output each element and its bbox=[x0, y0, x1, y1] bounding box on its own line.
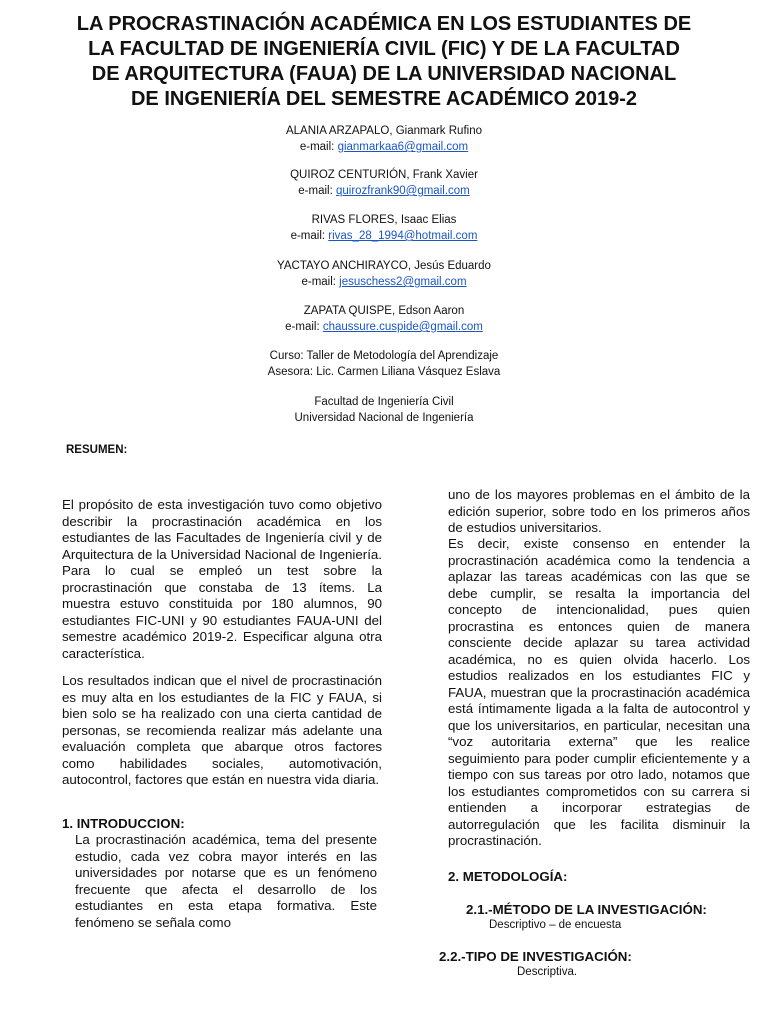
affiliation bbox=[0, 394, 768, 426]
author-block bbox=[0, 258, 768, 290]
author-email-line: e-mail: jesuschess2@gmail.com bbox=[301, 276, 467, 288]
abstract-paragraph-2: Los resultados indican que el nivel de procrastinación es muy alta en los estudiantes de la FIC y FAUA, si bien solo se ha realizado con una cierta cantidad de personas, se recomienda realizar más adelante una evaluación completa que abarque otros factores como habilidades sociales, automotivación, autocontrol, factores que están en nuestra vida diaria. bbox=[62, 673, 382, 787]
author-email-line: e-mail: quirozfrank90@gmail.com bbox=[298, 185, 470, 197]
metodo-heading: 2.1.-MÉTODO DE LA INVESTIGACIÓN: bbox=[466, 902, 707, 917]
abstract-paragraph-1: El propósito de esta investigación tuvo como objetivo describir la procrastinación académica en los estudiantes de las Facultades de Ingeniería civil y de Arquitectura de la Universidad Nacional de Ingeniería. Para lo cual se empleó un test sobre la procrastinación que constaba de 13 ítems. La muestra estuvo constituida por 180 alumnos, 90 estudiantes FIC-UNI y 90 estudiantes FAUA-UNI del semestre académico 2019-2. Especificar alguna otra característica. bbox=[62, 497, 382, 661]
author-email-line: e-mail: rivas_28_1994@hotmail.com bbox=[290, 230, 478, 242]
paper-title bbox=[40, 12, 728, 112]
author-name: ZAPATA QUISPE, Edson Aaron bbox=[303, 305, 465, 317]
author-name: ALANIA ARZAPALO, Gianmark Rufino bbox=[285, 125, 482, 137]
university-line: Universidad Nacional de Ingeniería bbox=[294, 412, 474, 424]
tipo-text: Descriptiva. bbox=[517, 966, 578, 978]
author-name: YACTAYO ANCHIRAYCO, Jesús Eduardo bbox=[277, 260, 491, 272]
faculty-line: Facultad de Ingeniería Civil bbox=[314, 396, 454, 408]
title-line: DE INGENIERÍA DEL SEMESTRE ACADÉMICO 2019-2 bbox=[130, 88, 638, 110]
course-line: Curso: Taller de Metodología del Aprendizaje bbox=[269, 350, 499, 362]
author-email-link[interactable]: rivas_28_1994@hotmail.com bbox=[328, 230, 478, 242]
title-line: LA PROCRASTINACIÓN ACADÉMICA EN LOS ESTUDIANTES DE bbox=[76, 13, 692, 35]
author-block bbox=[0, 303, 768, 335]
metodologia-heading: 2. METODOLOGÍA: bbox=[448, 869, 568, 884]
metodo-text: Descriptivo – de encuesta bbox=[489, 919, 622, 931]
intro-heading: 1. INTRODUCCION: bbox=[62, 816, 185, 831]
course-info bbox=[0, 348, 768, 380]
author-email-line: e-mail: chaussure.cuspide@gmail.com bbox=[285, 321, 483, 333]
right-paragraph-1: uno de los mayores problemas en el ámbito de la edición superior, sobre todo en los primeros años de estudios universitarios. bbox=[448, 487, 750, 535]
author-block bbox=[0, 123, 768, 155]
right-paragraph-2: Es decir, existe consenso en entender la procrastinación académica como la tendencia a aplazar las tareas académicas con las que se debe cumplir, se resalta la importancia del concepto de intencionalidad, pues quien procrastina es entonces quien de manera consciente decide aplazar su tarea actividad académica, no es quien olvida hacerlo. Los estudios realizados en los estudiantes FIC y FAUA, muestran que la procrastinación académica está íntimamente ligada a la falta de autocontrol y que los universitarios, en particular, necesitan una “voz autoritaria externa” que les realice seguimiento para poder cumplir eficientemente y a tiempo con sus tareas por otro lado, notamos que los estudiantes comprometidos con su carrera si entienden a incorporar estrategias de autorregulación que les facilita disminuir la procrastinación. bbox=[448, 536, 750, 848]
author-email-link[interactable]: jesuschess2@gmail.com bbox=[339, 276, 467, 288]
title-line: LA FACULTAD DE INGENIERÍA CIVIL (FIC) Y DE LA FACULTAD bbox=[88, 38, 680, 60]
resumen-label: RESUMEN: bbox=[66, 444, 128, 456]
author-name: QUIROZ CENTURIÓN, Frank Xavier bbox=[290, 169, 478, 181]
intro-paragraph: La procrastinación académica, tema del presente estudio, cada vez cobra mayor interés en las universidades por notarse que es un fenómeno frecuente que afecta el desarrollo de los estudiantes en esta etapa formativa. Este fenómeno se señala como bbox=[75, 832, 377, 930]
author-email-line: e-mail: gianmarkaa6@gmail.com bbox=[299, 141, 469, 153]
title-line: DE ARQUITECTURA (FAUA) DE LA UNIVERSIDAD NACIONAL bbox=[91, 63, 677, 85]
author-email-link[interactable]: chaussure.cuspide@gmail.com bbox=[322, 321, 483, 333]
author-name: RIVAS FLORES, Isaac Elias bbox=[311, 214, 457, 226]
tipo-heading: 2.2.-TIPO DE INVESTIGACIÓN: bbox=[439, 949, 632, 964]
author-block bbox=[0, 212, 768, 244]
author-email-link[interactable]: gianmarkaa6@gmail.com bbox=[337, 141, 469, 153]
author-email-link[interactable]: quirozfrank90@gmail.com bbox=[335, 185, 470, 197]
author-block bbox=[0, 167, 768, 199]
advisor-line: Asesora: Lic. Carmen Liliana Vásquez Eslava bbox=[267, 366, 501, 378]
